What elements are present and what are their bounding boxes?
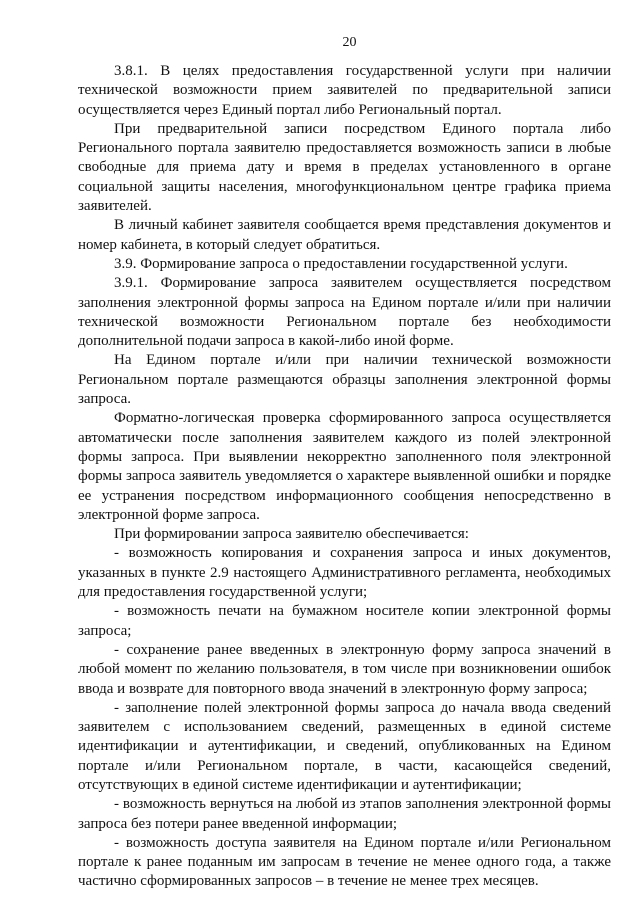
paragraph-personal-cabinet: В личный кабинет заявителя сообщается время представления документов и номер кабинета, в который следует обратиться. bbox=[78, 217, 611, 253]
document-page bbox=[78, 34, 611, 892]
list-item-return-step: - возможность вернуться на любой из этапов заполнения электронной формы запроса без потери ранее введенной информации; bbox=[78, 796, 611, 832]
list-item-copy-save: - возможность копирования и сохранения запроса и иных документов, указанных в пункте 2.9 настоящего Административного регламента, необходимых для предоставления государственной услуги; bbox=[78, 545, 611, 601]
paragraph-form-samples: На Едином портале и/или при наличии технической возможности Региональном портале размещаются образцы заполнения электронной формы запроса. bbox=[78, 352, 611, 408]
list-item-access-history: - возможность доступа заявителя на Едином портале и/или Региональном портале к ранее поданным им запросам в течение не менее одного года, а также частично сформированных запросов – в течение не менее трех месяцев. bbox=[78, 834, 611, 890]
section-heading-3-9: 3.9. Формирование запроса о предоставлении государственной услуги. bbox=[114, 255, 568, 272]
paragraph-preliminary-record: При предварительной записи посредством Единого портала либо Регионального портала заявителю предоставляется возможность записи в любые свободные для приема дату и время в пределах установленного в органе социальной защиты населения, многофункциональном центре графика приема заявителей. bbox=[78, 120, 611, 215]
list-item-save-values: - сохранение ранее введенных в электронную форму запроса значений в любой момент по желанию пользователя, в том числе при возникновении ошибок ввода и возврате для повторного ввода значений в электронную форму запроса; bbox=[78, 641, 611, 697]
list-item-autofill: - заполнение полей электронной формы запроса до начала ввода сведений заявителем с использованием сведений, размещенных в единой системе идентификации и аутентификации, и сведений, опубликованных на Едином портале и/или Региональном портале, в части, касающейся сведений, отсутствующих в единой системе идентификации и аутентификации; bbox=[78, 699, 611, 793]
paragraph-3-8-1: 3.8.1. В целях предоставления государственной услуги при наличии технической возможности прием заявителей по предварительной записи осуществляется через Единый портал либо Региональный портал. bbox=[78, 63, 611, 118]
page-number: 20 bbox=[342, 35, 357, 50]
list-item-print: - возможность печати на бумажном носителе копии электронной формы запроса; bbox=[78, 603, 611, 639]
paragraph-provided-intro: При формировании запроса заявителю обеспечивается: bbox=[114, 526, 469, 543]
paragraph-3-9-1: 3.9.1. Формирование запроса заявителем осуществляется посредством заполнения электронной формы запроса на Едином портале и/или при наличии технической возможности Региональном портале без необходимости дополнительной подачи запроса в какой-либо иной форме. bbox=[78, 275, 611, 350]
paragraph-format-check: Форматно-логическая проверка сформированного запроса осуществляется автоматически после заполнения заявителем каждого из полей электронной формы запроса. При выявлении некорректно заполненного поля электронной формы запроса заявитель уведомляется о характере выявленной ошибки и порядке ее устранения посредством информационного сообщения непосредственно в электронной форме запроса. bbox=[78, 410, 611, 523]
